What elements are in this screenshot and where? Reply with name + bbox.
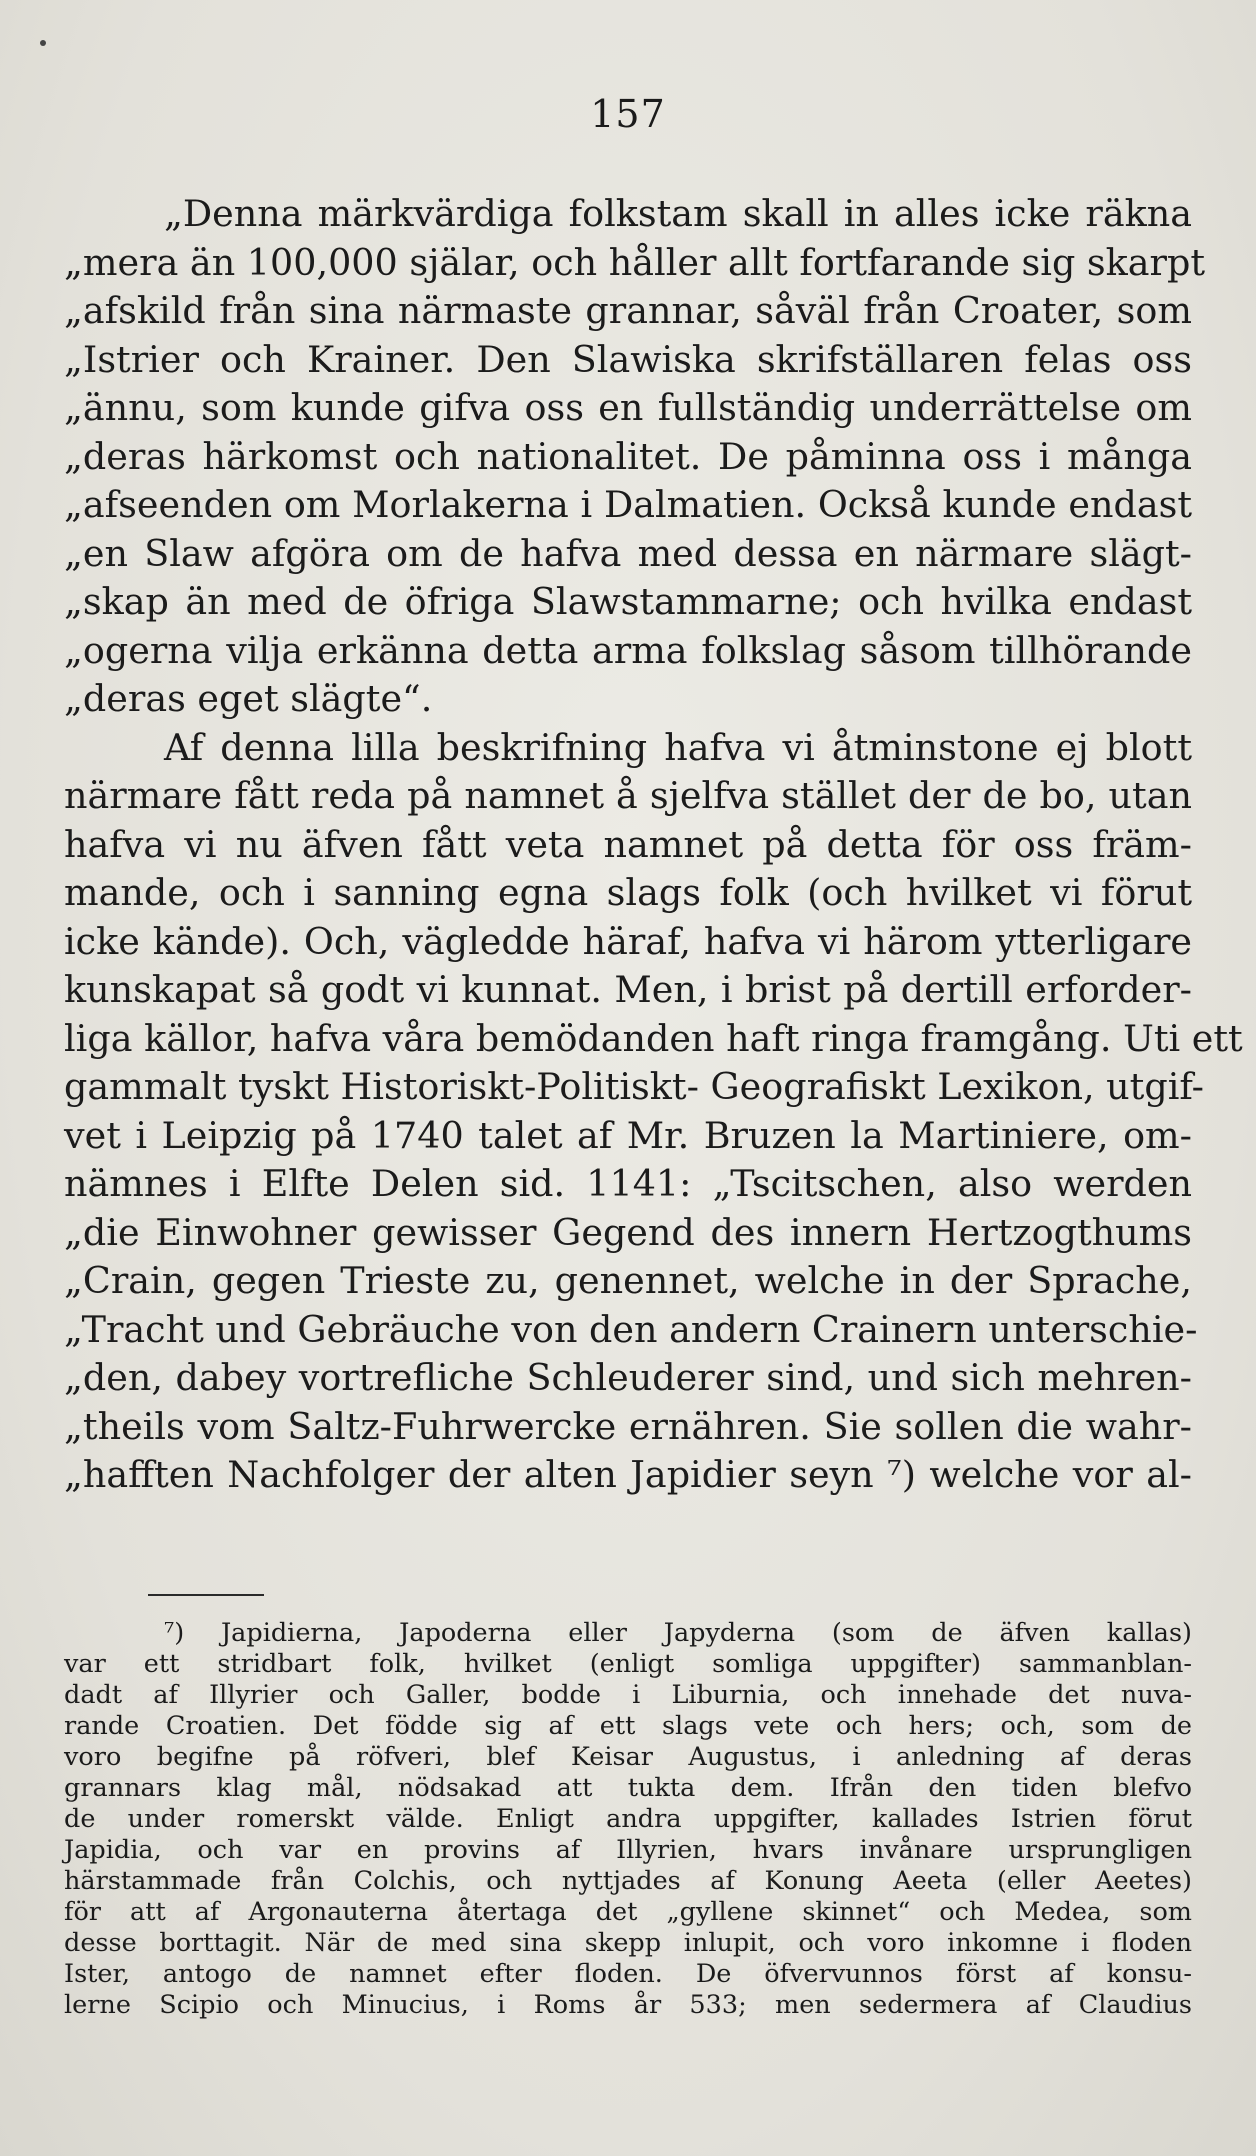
text-line: „Denna märkvärdiga folkstam skall in alles icke räkna (164, 192, 1192, 235)
footnote-line: Japidia, och var en provins af Illyrien, hvars invånare ursprungligen (64, 1835, 1192, 1865)
footnote-line: de under romerskt välde. Enligt andra uppgifter, kallades Istrien förut (64, 1804, 1192, 1834)
text-line: „afseenden om Morlakerna i Dalmatien. Också kunde endast (64, 483, 1192, 526)
footnote-line: var ett stridbart folk, hvilket (enligt somliga uppgifter) sammanblan- (64, 1649, 1192, 1679)
text-line: „en Slaw afgöra om de hafva med dessa en närmare slägt- (64, 531, 1192, 575)
footnote (64, 1618, 1192, 2021)
text-line: „Istrier och Krainer. Den Slawiska skrifställaren felas oss (64, 337, 1192, 381)
text-line: vet i Leipzig på 1740 talet af Mr. Bruzen la Martiniere, om- (64, 1113, 1192, 1157)
text-line: hafva vi nu äfven fått veta namnet på detta för oss främ- (64, 822, 1192, 866)
text-line: „deras härkomst och nationalitet. De påminna oss i många (64, 434, 1192, 478)
text-line: „mera än 100,000 själar, och håller allt fortfarande sig skarpt (64, 240, 1206, 284)
text-line: gammalt tyskt Historiskt-Politiskt- Geografiskt Lexikon, utgif- (64, 1065, 1204, 1108)
text-line: „den, dabey vortrefliche Schleuderer sind, und sich mehren- (64, 1356, 1192, 1399)
footnote-line: voro begifne på röfveri, blef Keisar Augustus, i anledning af deras (64, 1742, 1192, 1772)
text-line: „Crain, gegen Trieste zu, genennet, welche in der Sprache, (64, 1259, 1192, 1302)
text-line: „deras eget slägte“. (64, 677, 433, 720)
body-text (64, 190, 1243, 1500)
footnote-line: rande Croatien. Det födde sig af ett slags vete och hers; och, som de (64, 1711, 1192, 1741)
text-line: icke kände). Och, vägledde häraf, hafva vi härom ytterligare (64, 919, 1192, 963)
footnote-line: härstammade från Colchis, och nyttjades af Konung Aeeta (eller Aeetes) (64, 1866, 1192, 1896)
page-number: 157 (590, 92, 666, 136)
footnote-line: Ister, antogo de namnet efter floden. De öfvervunnos först af konsu- (64, 1959, 1192, 1989)
footnote-line: för att af Argonauterna återtaga det „gyllene skinnet“ och Medea, som (64, 1897, 1192, 1927)
text-line: „theils vom Saltz-Fuhrwercke ernähren. Sie sollen die wahr- (64, 1404, 1192, 1448)
text-line: mande, och i sanning egna slags folk (och hvilket vi förut (64, 871, 1192, 914)
text-line: Af denna lilla beskrifning hafva vi åtminstone ej blott (164, 725, 1192, 769)
footnote-line: dadt af Illyrier och Galler, bodde i Liburnia, och innehade det nuva- (64, 1680, 1192, 1710)
text-line: „die Einwohner gewisser Gegend des innern Hertzogthums (64, 1210, 1192, 1254)
text-line: „Tracht und Gebräuche von den andern Crainern unterschie- (64, 1307, 1198, 1351)
text-line: liga källor, hafva våra bemödanden haft ringa framgång. Uti ett (64, 1016, 1243, 1060)
text-line: „skap än med de öfriga Slawstammarne; och hvilka endast (64, 580, 1192, 623)
footnote-divider (148, 1594, 264, 1596)
footnote-line: lerne Scipio och Minucius, i Roms år 533; men sedermera af Claudius (64, 1990, 1192, 2020)
ink-speck (40, 40, 46, 46)
text-line: „afskild från sina närmaste grannar, såväl från Croater, som (64, 289, 1192, 332)
text-line: „ännu, som kunde gifva oss en fullständig underrättelse om (64, 386, 1192, 429)
footnote-line: ⁷) Japidierna, Japoderna eller Japyderna (som de äfven kallas) (164, 1618, 1192, 1648)
footnote-line: grannars klag mål, nödsakad att tukta dem. Ifrån den tiden blefvo (64, 1773, 1192, 1803)
text-line: „hafften Nachfolger der alten Japidier seyn ⁷) welche vor al- (64, 1453, 1192, 1496)
text-line: nämnes i Elfte Delen sid. 1141: „Tscitschen, also werden (64, 1162, 1192, 1205)
text-line: närmare fått reda på namnet å sjelfva stället der de bo, utan (64, 774, 1192, 817)
footnote-line: desse borttagit. När de med sina skepp inlupit, och voro inkomne i floden (64, 1928, 1192, 1958)
text-line: kunskapat så godt vi kunnat. Men, i brist på dertill erforder- (64, 968, 1192, 1011)
text-line: „ogerna vilja erkänna detta arma folkslag såsom tillhörande (64, 628, 1192, 672)
